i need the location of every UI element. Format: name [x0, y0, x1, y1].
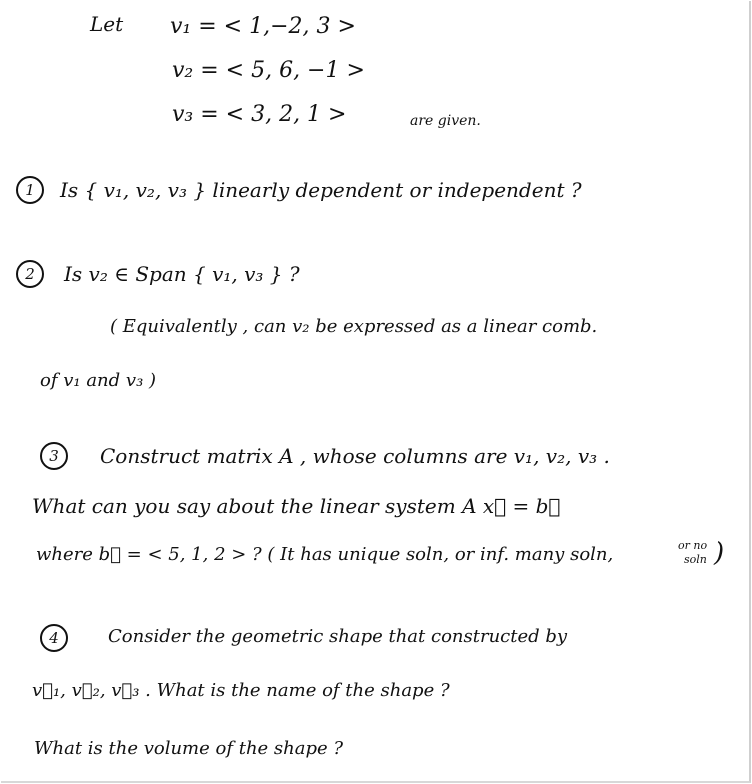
are-given-text: are given.: [410, 113, 481, 129]
question-2-line-1: Is v₂ ∈ Span { v₁, v₃ } ?: [64, 262, 300, 286]
vector-v1-definition: v₁ = < 1,−2, 3 >: [170, 14, 356, 39]
question-3-line-2: What can you say about the linear system A x⃗ = b⃗: [32, 494, 561, 518]
question-4-line-2: v⃗₁, v⃗₂, v⃗₃ . What is the name of the shape ?: [32, 680, 450, 701]
question-2-line-3: of v₁ and v₃ ): [40, 370, 157, 391]
question-3-number: 3: [40, 442, 68, 470]
let-word: Let: [90, 12, 124, 36]
vector-v2-definition: v₂ = < 5, 6, −1 >: [172, 58, 365, 83]
page-frame: [1, 1, 751, 783]
vector-v3-definition: v₃ = < 3, 2, 1 >: [172, 102, 347, 127]
question-1-number: 1: [16, 176, 44, 204]
question-3-line-1: Construct matrix A , whose columns are v₁, v₂, v₃ .: [100, 444, 610, 468]
question-3-line-3: where b⃗ = < 5, 1, 2 > ? ( It has unique soln, or inf. many soln,: [36, 544, 614, 565]
question-1-text: Is { v₁, v₂, v₃ } linearly dependent or independent ?: [60, 178, 582, 202]
question-4-number: 4: [40, 624, 68, 652]
question-2-line-2: ( Equivalently , can v₂ be expressed as a linear comb.: [110, 316, 598, 337]
question-3-note-bottom: soln: [684, 553, 707, 566]
question-4-line-1: Consider the geometric shape that constructed by: [108, 626, 568, 647]
question-3-note-top: or no: [678, 539, 708, 552]
question-4-line-3: What is the volume of the shape ?: [34, 738, 344, 759]
question-2-number: 2: [16, 260, 44, 288]
question-3-closing-paren: ): [714, 538, 725, 568]
